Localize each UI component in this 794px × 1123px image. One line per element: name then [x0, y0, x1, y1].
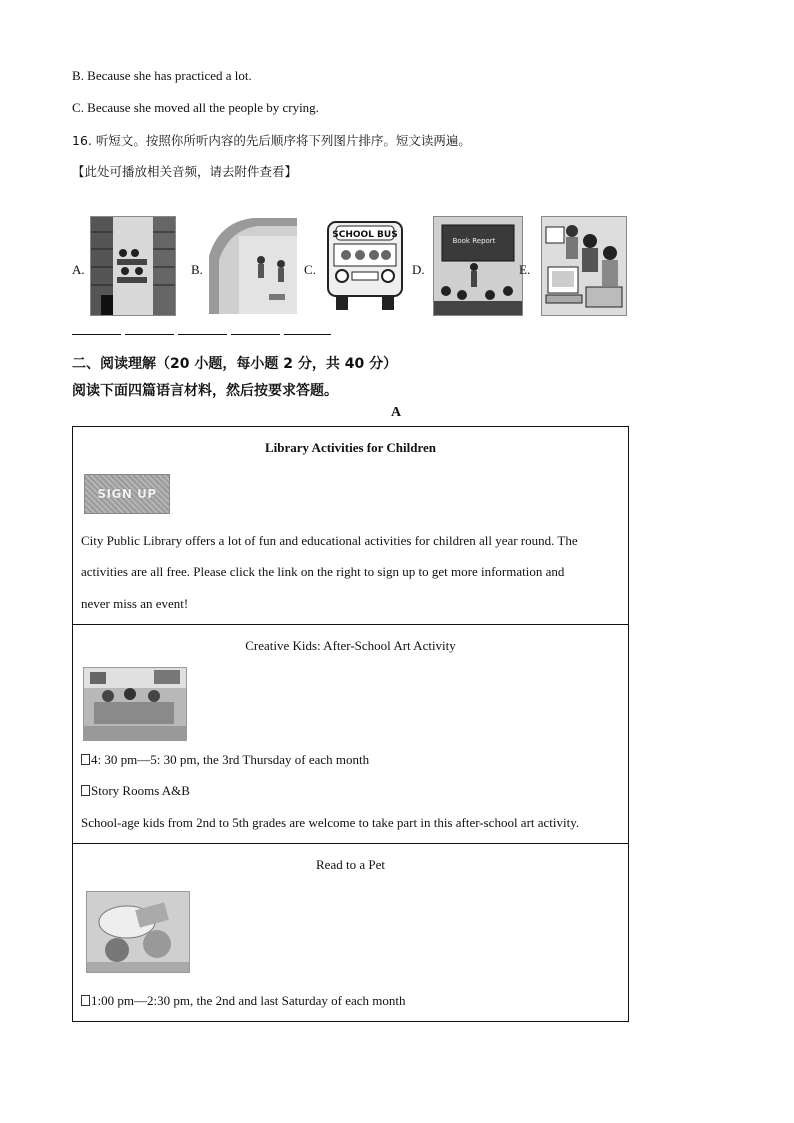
section-2-title: 二、阅读理解（20 小题，每小题 2 分，共 40 分） [72, 356, 398, 372]
answer-blank-1[interactable] [72, 334, 121, 335]
intro-line-1: City Public Library offers a lot of fun and educational activities for children all year round. The [81, 533, 578, 548]
art-activity-place: Story Rooms A&B [81, 783, 190, 799]
art-activity-title: Creative Kids: After-School Art Activity [245, 638, 456, 653]
answer-blank-2[interactable] [125, 334, 174, 335]
sign-up-button[interactable] [84, 474, 170, 514]
location-icon [81, 785, 90, 796]
pet-activity-time: 1:00 pm—2:30 pm, the 2nd and last Saturday of each month [81, 993, 405, 1009]
clock-icon [81, 995, 90, 1006]
answer-blank-3[interactable] [178, 334, 227, 335]
table-cell-intro [73, 427, 628, 624]
pet-activity-image [86, 891, 190, 973]
picture-label-c: C. [304, 262, 316, 277]
picture-d-classroom [433, 216, 523, 316]
picture-e-computer-lab [541, 216, 627, 316]
art-activity-image [83, 667, 187, 741]
option-c: C. Because she moved all the people by crying. [72, 100, 319, 115]
picture-a-library [90, 216, 176, 316]
art-activity-time: 4: 30 pm—5: 30 pm, the 3rd Thursday of each month [81, 752, 369, 768]
intro-line-3: never miss an event! [81, 596, 189, 611]
table-title: Library Activities for Children [264, 440, 437, 455]
intro-line-2: activities are all free. Please click the link on the right to sign up to get more information and [81, 564, 565, 579]
table-cell-pet [73, 843, 628, 1021]
picture-label-a: A. [72, 262, 85, 277]
board-text: Book Report [452, 237, 496, 245]
picture-label-d: D. [412, 262, 425, 277]
sign-up-label: SIGN UP [97, 487, 157, 501]
answer-blank-4[interactable] [231, 334, 280, 335]
table-cell-art [73, 624, 628, 843]
art-activity-desc: School-age kids from 2nd to 5th grades are welcome to take part in this after-school art activity. [81, 815, 580, 830]
passage-label: A [391, 405, 402, 420]
pet-activity-title: Read to a Pet [316, 857, 385, 872]
answer-blank-5[interactable] [284, 334, 331, 335]
picture-c-school-bus [322, 216, 408, 314]
bus-sign-text: SCHOOL BUS [332, 230, 398, 240]
picture-label-b: B. [191, 262, 203, 277]
activities-table [72, 426, 629, 1022]
section-2-instruction: 阅读下面四篇语言材料，然后按要求答题。 [72, 383, 338, 399]
audio-note: 【此处可播放相关音频，请去附件查看】 [72, 164, 298, 179]
picture-label-e: E. [519, 262, 531, 277]
clock-icon [81, 754, 90, 765]
picture-b-road [209, 216, 297, 314]
question-16-text: 16. 听短文。按照你所听内容的先后顺序将下列图片排序。短文读两遍。 [72, 133, 471, 148]
option-b: B. Because she has practiced a lot. [72, 68, 252, 83]
